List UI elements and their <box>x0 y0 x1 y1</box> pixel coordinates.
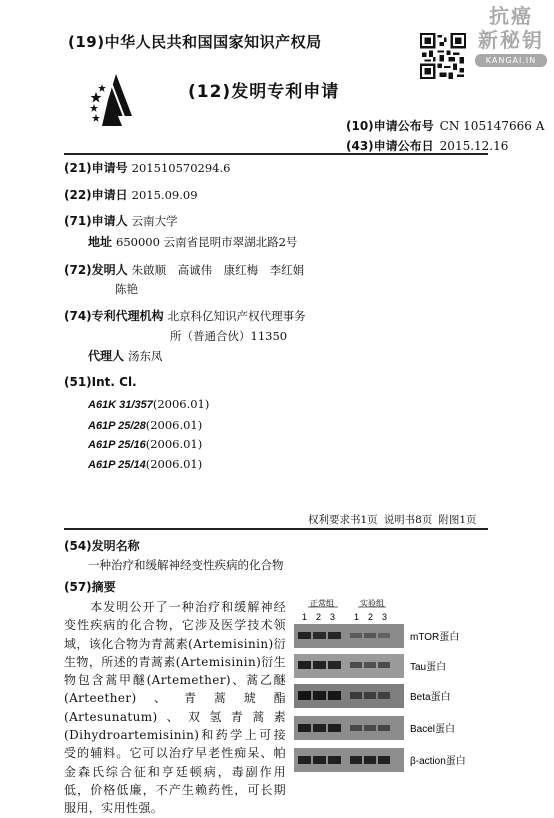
invention-name-label-row <box>64 537 140 554</box>
abstract-label-row <box>64 578 116 595</box>
qr-code-icon <box>420 33 466 79</box>
issuing-office: (19)中华人民共和国国家知识产权局 <box>68 33 322 51</box>
cnipa-emblem-icon <box>88 70 136 128</box>
applicant-row <box>64 212 178 229</box>
inventors-line-2: 陈艳 <box>115 282 138 296</box>
ipc-entry <box>88 418 202 432</box>
inventors-label: (72)发明人 <box>64 263 128 277</box>
watermark-site: KANGAI.IN <box>475 54 547 67</box>
publication-date-row <box>346 137 508 154</box>
abstract-text: 本发明公开了一种治疗和缓解神经变性疾病的化合物，它涉及医学技术领域，该化合物为青蒿素(Artemisinin)衍生物，所述的青蒿素(Artemisinin)衍生物包含蒿甲醚(Artemether)、蒿乙醚(Arteether)、青蒿琥酯(Artesunatum)、双氢青蒿素(Dihydroartemisinin)和药学上可接受的辅料。它可以治疗早老性痴呆、帕金森氏综合征和亨廷顿病，毒副作用低，价格低廉，不产生赖药性，可长期服用，实用性强。 <box>64 600 286 816</box>
drawings-pages: 附图1页 <box>438 514 477 526</box>
ipc-date: (2006.01) <box>145 418 203 432</box>
application-number: 201510570294.6 <box>131 161 231 175</box>
agency-line-2: 所（普通合伙）11350 <box>170 329 288 343</box>
applicant-label: (71)申请人 <box>64 214 128 228</box>
publication-date-label: (43)申请公布日 <box>346 139 434 153</box>
agent: 汤东凤 <box>128 349 163 363</box>
lane-label: 1 <box>354 612 360 622</box>
band-label: mTOR蛋白 <box>410 632 460 643</box>
address-row <box>88 233 297 250</box>
ipc-date: (2006.01) <box>145 437 203 451</box>
address-label: 地址 <box>88 235 113 249</box>
band-row-beta <box>294 684 404 708</box>
applicant: 云南大学 <box>131 214 178 228</box>
ipc-code: A61P 25/14 <box>88 459 146 471</box>
abstract-label: (57)摘要 <box>64 580 116 594</box>
band-label: Beta蛋白 <box>410 692 451 703</box>
ipc-entry <box>88 437 202 451</box>
agency-row-2 <box>170 328 287 344</box>
lane-label: 3 <box>382 612 388 622</box>
group-experimental-label: 实验组 <box>360 599 384 608</box>
band-label: Tau蛋白 <box>410 662 447 673</box>
band-label: Bacel蛋白 <box>410 724 456 735</box>
invention-name-label: (54)发明名称 <box>64 539 140 553</box>
int-cl-label: (51)Int. Cl. <box>64 375 137 389</box>
ipc-code: A61K 31/357 <box>88 399 153 411</box>
ipc-code: A61P 25/16 <box>88 439 146 451</box>
publication-number: CN 105147666 A <box>439 119 545 133</box>
section-divider <box>64 528 488 530</box>
watermark <box>470 4 552 70</box>
band-row-tau <box>294 654 404 678</box>
description-pages: 说明书8页 <box>383 514 433 526</box>
inventors-row-2 <box>115 281 138 297</box>
band-row-beta-action <box>294 748 404 772</box>
publication-date: 2015.12.16 <box>439 139 509 153</box>
header-divider <box>64 153 488 155</box>
inventors-row <box>64 261 304 278</box>
page-count-info <box>308 512 477 527</box>
agent-label: 代理人 <box>88 349 125 363</box>
application-date-row <box>64 186 198 203</box>
agency-label: (74)专利代理机构 <box>64 309 164 323</box>
publication-number-row <box>346 117 544 134</box>
application-number-row <box>64 159 230 176</box>
int-cl-row <box>64 375 137 389</box>
application-date-label: (22)申请日 <box>64 188 128 202</box>
lane-label: 3 <box>330 612 336 622</box>
publication-number-label: (10)申请公布号 <box>346 119 434 133</box>
ipc-date: (2006.01) <box>145 457 203 471</box>
invention-name: 一种治疗和缓解神经变性疾病的化合物 <box>88 558 284 572</box>
agency-line-1: 北京科亿知识产权代理事务 <box>167 309 306 323</box>
band-row-bacel <box>294 716 404 740</box>
watermark-line-1: 抗癌 <box>489 4 533 28</box>
watermark-line-2: 新秘钥 <box>478 28 544 52</box>
ipc-entry <box>88 397 209 411</box>
application-date: 2015.09.09 <box>131 188 198 202</box>
application-number-label: (21)申请号 <box>64 161 128 175</box>
lane-label: 2 <box>316 612 322 622</box>
band-label: β-action蛋白 <box>410 756 466 767</box>
western-blot-figure <box>292 598 492 788</box>
document-type-title: (12)发明专利申请 <box>188 82 340 102</box>
ipc-code: A61P 25/28 <box>88 420 146 432</box>
agent-row <box>88 347 163 364</box>
ipc-entry <box>88 457 202 471</box>
agency-row <box>64 307 306 324</box>
claims-pages: 权利要求书1页 <box>308 514 378 526</box>
band-row-mtor <box>294 624 404 648</box>
lane-label: 2 <box>368 612 374 622</box>
ipc-date: (2006.01) <box>152 397 210 411</box>
group-control-label: 正常组 <box>310 599 334 608</box>
lane-label: 1 <box>302 612 308 622</box>
invention-name-row <box>88 557 284 573</box>
address: 650000 云南省昆明市翠湖北路2号 <box>116 235 298 249</box>
inventors-line-1: 朱啟顺 高诚伟 康红梅 李红娟 <box>131 263 305 277</box>
